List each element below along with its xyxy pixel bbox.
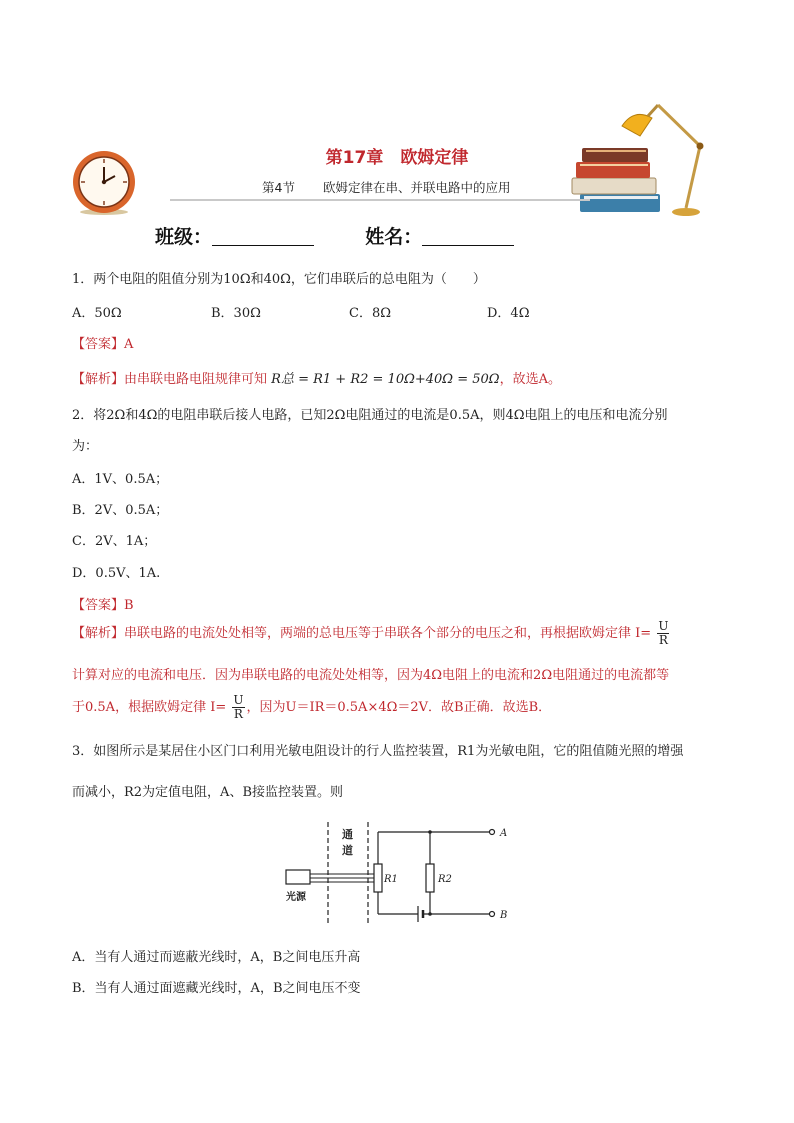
- terminal-b-label: B: [500, 910, 508, 921]
- q3-option-a[interactable]: A．当有人通过而遮蔽光线时，A，B之间电压升高: [72, 950, 361, 965]
- analysis-text-end: ，因为U＝IR＝0.5A×4Ω＝2V．故B正确．故选B．: [246, 700, 552, 715]
- answer-value: A: [124, 337, 134, 352]
- q1-analysis: [72, 368, 561, 387]
- analysis-text: 串联电路的电流处处相等，两端的总电压等于串联各个部分的电压之和，再根据欧姆定律 I=: [124, 626, 652, 641]
- circuit-diagram: [280, 818, 520, 930]
- q2-analysis-line2: 计算对应的电流和电压．因为串联电路的电流处处相等，因为4Ω电阻上的电流和2Ω电阻通过的电流都等: [72, 668, 670, 683]
- analysis-tag: 【解析】: [72, 626, 125, 641]
- r2-label: R2: [438, 874, 452, 885]
- q1-option-b[interactable]: B．30Ω: [211, 306, 261, 321]
- q1-answer: [72, 333, 133, 352]
- section-number: 第4节: [262, 180, 295, 195]
- analysis-text: 于0.5A，根据欧姆定律 I=: [72, 700, 227, 715]
- terminal-a: [490, 830, 495, 835]
- analysis-text-end: ，故选A。: [499, 372, 561, 387]
- section-name: 欧姆定律在串、并联电路中的应用: [322, 180, 511, 195]
- analysis-tag: 【解析】: [72, 372, 125, 387]
- q3-stem-line2: 而减小，R2为定值电阻，A、B接监控装置。则: [72, 785, 344, 800]
- q2-analysis-line3: [72, 694, 551, 721]
- light-source-label: 光源: [286, 892, 306, 903]
- class-blank[interactable]: [212, 245, 314, 246]
- q2-option-c[interactable]: C．2V、1A；: [72, 534, 157, 549]
- answer-value: B: [124, 598, 134, 613]
- channel-label-1: 通: [342, 828, 353, 841]
- q2-analysis-line1: [72, 620, 671, 647]
- answer-tag: 【答案】: [72, 337, 125, 352]
- r1-label: R1: [384, 874, 398, 885]
- q2-option-d[interactable]: D．0.5V、1A.: [72, 566, 161, 581]
- q1-stem: 1．两个电阻的阻值分别为10Ω和40Ω，它们串联后的总电阻为（ ）: [72, 272, 486, 287]
- terminal-b: [490, 912, 495, 917]
- analysis-text: 由串联电路电阻规律可知: [124, 372, 268, 387]
- q2-answer: [72, 594, 134, 613]
- class-label: 班级：: [155, 226, 213, 248]
- channel-label-2: 道: [342, 844, 353, 857]
- ohm-fraction: $\frac{U}{R}$: [233, 693, 244, 721]
- q2-stem-line2: 为：: [72, 439, 99, 454]
- q1-option-d[interactable]: D．4Ω: [487, 306, 530, 321]
- q1-option-a[interactable]: A．50Ω: [72, 306, 122, 321]
- light-source-box: [286, 870, 310, 884]
- name-blank[interactable]: [422, 245, 514, 246]
- student-info-row: [155, 222, 514, 249]
- q2-stem-line1: 2．将2Ω和4Ω的电阻串联后接人电路，已知2Ω电阻通过的电流是0.5A，则4Ω电阻上的电压和电流分别: [72, 408, 668, 423]
- header-divider: [170, 199, 590, 201]
- r2-resistor: [426, 864, 434, 892]
- terminal-a-label: A: [500, 828, 508, 839]
- chapter-title: 第17章 欧姆定律: [325, 148, 469, 168]
- q1-option-c[interactable]: C．8Ω: [349, 306, 391, 321]
- q3-option-b[interactable]: B．当有人通过面遮藏光线时，A，B之间电压不变: [72, 981, 361, 996]
- name-label: 姓名：: [365, 226, 423, 248]
- analysis-formula: R总 = R1 + R2 = 10Ω+40Ω = 50Ω: [271, 372, 500, 387]
- answer-tag: 【答案】: [72, 598, 125, 613]
- q2-option-a[interactable]: A．1V、0.5A；: [72, 472, 169, 487]
- q3-stem-line1: 3．如图所示是某居住小区门口利用光敏电阻设计的行人监控装置，R1为光敏电阻，它的阻值随光照的增强: [72, 744, 684, 759]
- ohm-fraction: $\frac{U}{R}$: [658, 619, 669, 647]
- r1-resistor: [374, 864, 382, 892]
- q2-option-b[interactable]: B．2V、0.5A；: [72, 503, 169, 518]
- section-title: [262, 178, 510, 196]
